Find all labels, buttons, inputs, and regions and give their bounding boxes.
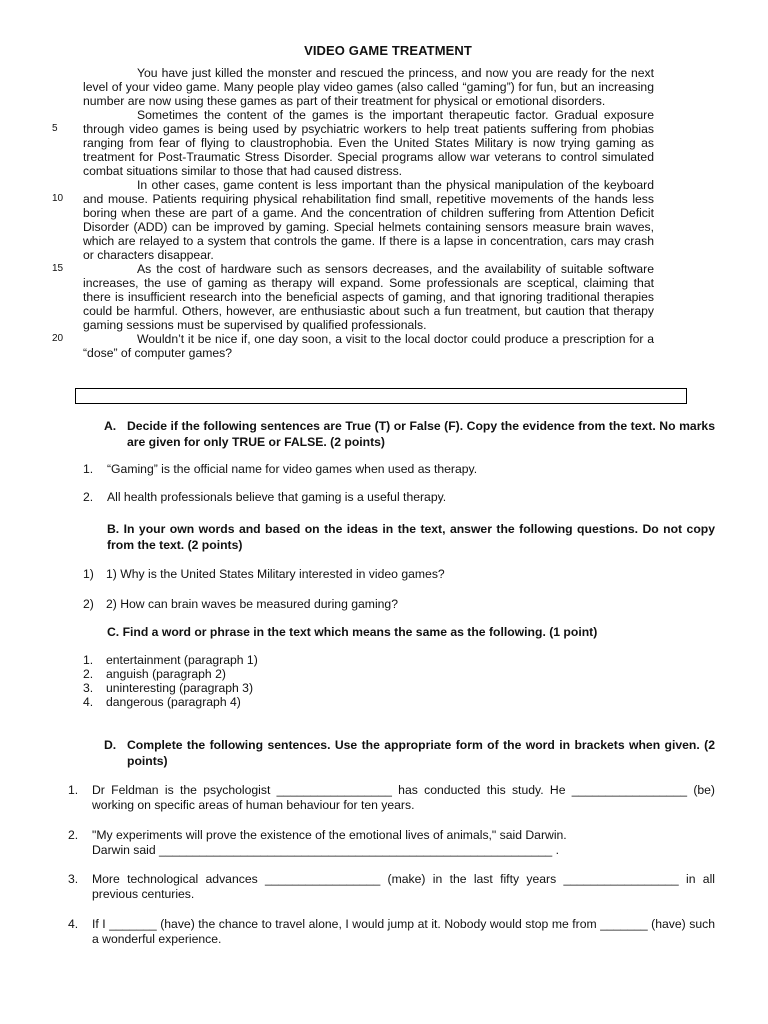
line-number: 5	[52, 123, 58, 134]
item-number: 4.	[68, 917, 79, 931]
section-c-instructions: C. Find a word or phrase in the text which means the same as the following. (1 point)	[107, 625, 598, 639]
item-number: 1.	[83, 462, 94, 476]
item-number: 4.	[83, 695, 94, 709]
passage-paragraph-3: In other cases, game content is less important than the physical manipulation of the keyboard and mouse. Patients requiring physical rehabilitation find small, repetitive movements of the hands less boring when these are part of a game. And the concentration of children suffering from Attention Deficit Disorder (ADD) can be improved by gaming. Special helmets containing sensors measure brain waves, which are relayed to a system that controls the game. If there is a lapse in concentration, cars may crash or characters disappear.	[83, 178, 654, 262]
answer-box[interactable]	[75, 388, 687, 404]
section-d-item-4	[68, 917, 715, 947]
section-a-instructions: Decide if the following sentences are True (T) or False (F). Copy the evidence from the text. No marks are given for only TRUE or FALSE. (2 points)	[127, 419, 715, 449]
item-number: 1.	[68, 783, 79, 797]
section-a-heading	[104, 418, 715, 450]
item-text: “Gaming” is the official name for video games when used as therapy.	[107, 462, 478, 476]
item-text: entertainment (paragraph 1)	[106, 653, 258, 667]
page-title: VIDEO GAME TREATMENT	[304, 43, 472, 58]
line-number: 20	[52, 333, 64, 344]
section-b-instructions: B. In your own words and based on the ideas in the text, answer the following questions. Do not copy from the text. (2 points)	[107, 522, 715, 552]
section-a-letter: A.	[104, 419, 117, 433]
item-text-continued: Darwin said __________________________________________________________ .	[92, 843, 559, 857]
item-number: 2.	[68, 828, 79, 842]
item-text: All health professionals believe that gaming is a useful therapy.	[107, 490, 447, 504]
item-number: 2.	[83, 667, 94, 681]
item-number: 2)	[83, 597, 94, 611]
item-number: 3.	[83, 681, 94, 695]
item-text: Dr Feldman is the psychologist _________________ has conducted this study. He _________________ (be) working on specific areas of human behaviour for ten years.	[92, 783, 715, 812]
passage-paragraph-1: You have just killed the monster and rescued the princess, and now you are ready for the next level of your video game. Many people play video games (also called “gaming”) for fun, but an increasing number are now using these games as part of their treatment for physical or emotional disorders.	[83, 66, 654, 108]
item-text: If I _______ (have) the chance to travel alone, I would jump at it. Nobody would stop me from _______ (have) such a wonderful experience.	[92, 917, 715, 946]
item-number: 3.	[68, 872, 79, 886]
item-text: More technological advances _________________ (make) in the last fifty years _________________ in all previous centuries.	[92, 872, 715, 901]
item-number: 1.	[83, 653, 94, 667]
item-text: dangerous (paragraph 4)	[106, 695, 241, 709]
section-d-heading	[104, 737, 715, 769]
line-number: 10	[52, 193, 64, 204]
item-text: 1) Why is the United States Military interested in video games?	[106, 567, 445, 581]
item-number: 2.	[83, 490, 94, 504]
section-d-item-3	[68, 872, 715, 902]
item-text: uninteresting (paragraph 3)	[106, 681, 254, 695]
passage-paragraph-4: As the cost of hardware such as sensors decreases, and the availability of suitable software increases, the use of gaming as therapy will expand. Some professionals are sceptical, claiming that there is insufficient research into the beneficial aspects of gaming, and that ignoring traditional therapies could be harmful. Others, however, are enthusiastic about such a fun treatment, but caution that therapy gaming sessions must be supervised by qualified professionals.	[83, 262, 654, 332]
passage-paragraph-2: Sometimes the content of the games is the important therapeutic factor. Gradual exposure through video games is being used by psychiatric workers to help treat patients suffering from phobias ranging from fear of flying to claustrophobia. Even the United States Military is now trying gaming as treatment for Post-Traumatic Stress Disorder. Special programs allow war veterans to control simulated combat situations similar to those that had caused distress.	[83, 108, 654, 178]
section-d-letter: D.	[104, 738, 117, 752]
item-text: anguish (paragraph 2)	[106, 667, 226, 681]
section-d-instructions: Complete the following sentences. Use the appropriate form of the word in brackets when given. (2 points)	[127, 738, 715, 768]
item-number: 1)	[83, 567, 94, 581]
section-d-item-1	[68, 783, 715, 813]
section-c-heading	[107, 624, 715, 640]
section-d-item-2	[68, 828, 715, 858]
section-b-heading	[107, 521, 715, 553]
reading-passage	[83, 66, 654, 360]
item-text: "My experiments will prove the existence of the emotional lives of animals," said Darwin.	[92, 828, 567, 842]
item-text: 2) How can brain waves be measured during gaming?	[106, 597, 398, 611]
passage-paragraph-5: Wouldn’t it be nice if, one day soon, a visit to the local doctor could produce a prescription for a “dose” of computer games?	[83, 332, 654, 360]
line-number: 15	[52, 263, 64, 274]
